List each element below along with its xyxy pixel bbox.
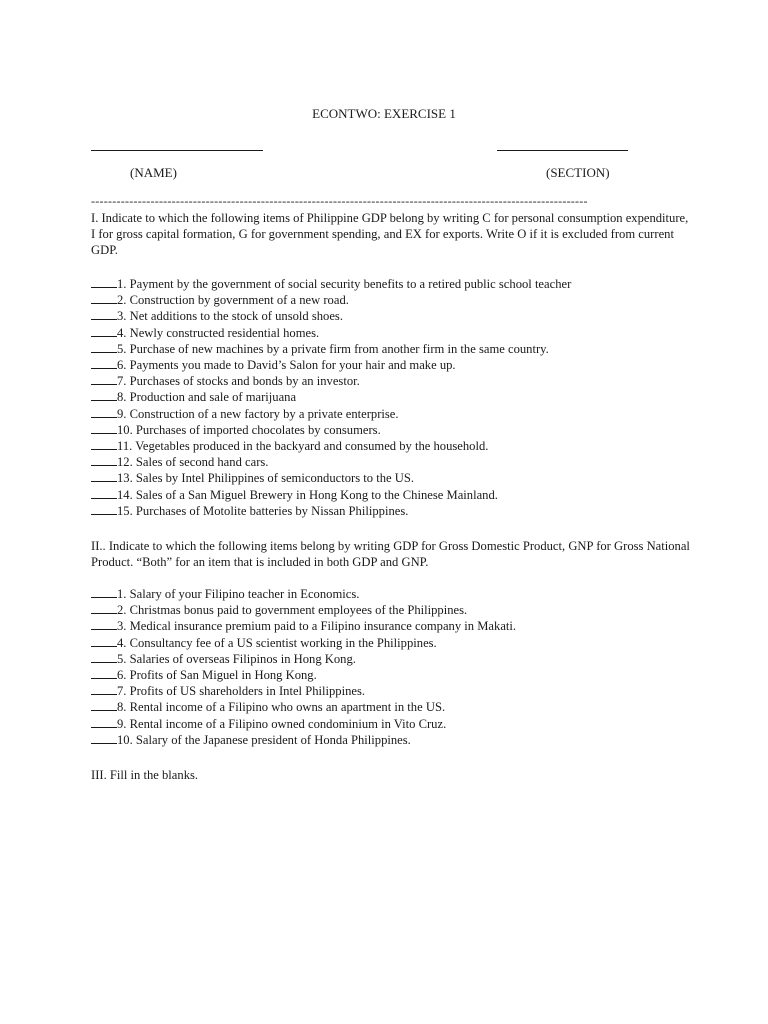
item-text: Payments you made to David’s Salon for your hair and make up.: [126, 358, 456, 373]
item-text: Payment by the government of social security benefits to a retired public school teacher: [126, 277, 572, 291]
item-number: 6.: [117, 358, 127, 373]
item-number: 4.: [117, 325, 127, 340]
answer-blank[interactable]: [91, 406, 117, 418]
answer-blank[interactable]: [91, 470, 117, 482]
answer-blank[interactable]: [91, 667, 117, 679]
item-number: 10.: [117, 732, 133, 747]
item-text: Profits of San Miguel in Hong Kong.: [126, 668, 317, 683]
name-line: [91, 150, 263, 151]
item-number: 4.: [117, 635, 127, 650]
list-item: [91, 438, 691, 454]
answer-blank[interactable]: [91, 487, 117, 499]
item-text: Salaries of overseas Filipinos in Hong Kong.: [126, 651, 356, 666]
item-number: 7.: [117, 684, 127, 699]
item-text: Medical insurance premium paid to a Filipino insurance company in Makati.: [126, 619, 517, 634]
list-item: [91, 454, 691, 470]
name-label: (NAME): [130, 165, 177, 180]
item-text: Consultancy fee of a US scientist working in the Philippines.: [126, 635, 437, 650]
answer-blank[interactable]: [91, 276, 117, 288]
list-item: [91, 406, 691, 422]
list-item: [91, 373, 691, 389]
answer-blank[interactable]: [91, 732, 117, 744]
list-item: [91, 635, 691, 651]
answer-blank[interactable]: [91, 292, 117, 304]
part1-item-list: [91, 276, 691, 519]
part1-block: [91, 210, 691, 259]
item-number: 9.: [117, 716, 127, 731]
answer-blank[interactable]: [91, 602, 117, 614]
answer-blank[interactable]: [91, 716, 117, 728]
item-text: Sales of second hand cars.: [132, 455, 269, 470]
section-label: (SECTION): [546, 165, 610, 180]
separator-line: ---------------------------------------------------------------------------------------------------------------------: [91, 194, 588, 208]
item-text: Profits of US shareholders in Intel Philippines.: [126, 684, 366, 699]
list-item: [91, 732, 691, 748]
list-item: [91, 325, 691, 341]
part1-instruction: I. Indicate to which the following items of Philippine GDP belong by writing C for personal consumption expenditure, I for gross capital formation, G for government spending, and EX for exports. Write O if it is excluded from current GDP.: [91, 211, 689, 258]
item-number: 1.: [117, 587, 127, 601]
list-item: [91, 341, 691, 357]
answer-blank[interactable]: [91, 422, 117, 434]
item-text: Salary of your Filipino teacher in Economics.: [126, 587, 360, 601]
answer-blank[interactable]: [91, 635, 117, 647]
list-item: [91, 667, 691, 683]
answer-blank[interactable]: [91, 308, 117, 320]
part3-block: [91, 767, 691, 783]
page-title: ECONTWO: EXERCISE 1: [312, 106, 456, 121]
part2-instruction: II.. Indicate to which the following items belong by writing GDP for Gross Domestic Product, GNP for Gross National Product. “Both” for an item that is included in both GDP and GNP.: [91, 539, 690, 570]
list-item: [91, 586, 691, 602]
list-item: [91, 503, 691, 519]
item-text: Purchase of new machines by a private firm from another firm in the same country.: [126, 341, 549, 356]
item-number: 7.: [117, 374, 127, 389]
item-text: Purchases of imported chocolates by consumers.: [132, 422, 381, 437]
list-item: [91, 422, 691, 438]
item-number: 14.: [117, 487, 133, 502]
item-number: 5.: [117, 651, 127, 666]
item-number: 2.: [117, 603, 127, 618]
answer-blank[interactable]: [91, 699, 117, 711]
list-item: [91, 618, 691, 634]
list-item: [91, 699, 691, 715]
item-text: Production and sale of marijuana: [126, 390, 297, 405]
item-text: Rental income of a Filipino who owns an apartment in the US.: [126, 700, 446, 715]
item-text: Vegetables produced in the backyard and consumed by the household.: [132, 439, 489, 454]
answer-blank[interactable]: [91, 373, 117, 385]
list-item: [91, 292, 691, 308]
item-number: 8.: [117, 700, 127, 715]
answer-blank[interactable]: [91, 438, 117, 450]
list-item: [91, 308, 691, 324]
item-number: 3.: [117, 309, 127, 324]
item-number: 6.: [117, 668, 127, 683]
answer-blank[interactable]: [91, 683, 117, 695]
list-item: [91, 276, 691, 292]
item-text: Sales of a San Miguel Brewery in Hong Kong to the Chinese Mainland.: [132, 487, 498, 502]
item-text: Newly constructed residential homes.: [126, 325, 320, 340]
part2-item-list: [91, 586, 691, 748]
item-text: Sales by Intel Philippines of semiconductors to the US.: [132, 471, 414, 486]
answer-blank[interactable]: [91, 389, 117, 401]
answer-blank[interactable]: [91, 586, 117, 598]
list-item: [91, 683, 691, 699]
item-text: Salary of the Japanese president of Honda Philippines.: [132, 732, 411, 747]
item-text: Christmas bonus paid to government employees of the Philippines.: [126, 603, 468, 618]
section-line: [497, 150, 628, 151]
item-number: 12.: [117, 455, 133, 470]
answer-blank[interactable]: [91, 341, 117, 353]
item-number: 1.: [117, 277, 127, 291]
item-number: 2.: [117, 293, 127, 308]
item-number: 8.: [117, 390, 127, 405]
item-text: Net additions to the stock of unsold shoes.: [126, 309, 343, 324]
item-number: 5.: [117, 341, 127, 356]
list-item: [91, 470, 691, 486]
answer-blank[interactable]: [91, 325, 117, 337]
answer-blank[interactable]: [91, 503, 117, 515]
list-item: [91, 651, 691, 667]
item-text: Construction by government of a new road.: [126, 293, 349, 308]
item-text: Rental income of a Filipino owned condominium in Vito Cruz.: [126, 716, 447, 731]
list-item: [91, 487, 691, 503]
answer-blank[interactable]: [91, 454, 117, 466]
item-number: 10.: [117, 422, 133, 437]
list-item: [91, 716, 691, 732]
answer-blank[interactable]: [91, 357, 117, 369]
answer-blank[interactable]: [91, 618, 117, 630]
item-text: Purchases of stocks and bonds by an investor.: [126, 374, 360, 389]
part3-instruction: III. Fill in the blanks.: [91, 768, 199, 782]
item-number: 9.: [117, 406, 127, 421]
item-text: Construction of a new factory by a private enterprise.: [126, 406, 399, 421]
part2-block: [91, 538, 691, 570]
item-text: Purchases of Motolite batteries by Nissan Philippines.: [132, 503, 409, 518]
item-number: 15.: [117, 503, 133, 518]
item-number: 3.: [117, 619, 127, 634]
list-item: [91, 357, 691, 373]
item-number: 11.: [117, 439, 133, 454]
answer-blank[interactable]: [91, 651, 117, 663]
list-item: [91, 602, 691, 618]
list-item: [91, 389, 691, 405]
item-number: 13.: [117, 471, 133, 486]
